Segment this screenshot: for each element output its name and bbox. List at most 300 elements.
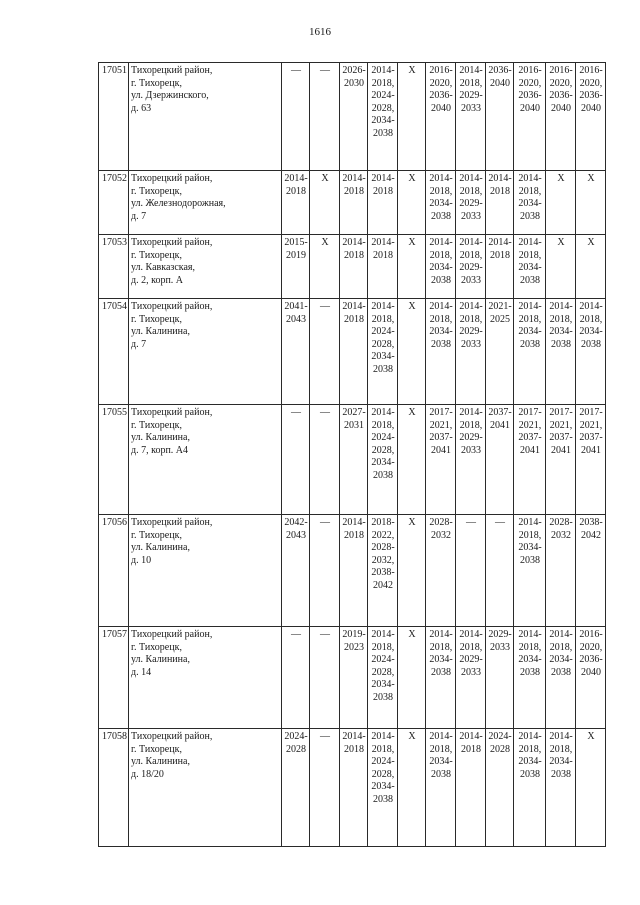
address-line: ул. Калинина, [131,432,190,443]
address-line: ул. Калинина, [131,326,190,337]
address-line: д. 2, корп. А [131,274,184,286]
period-cell [398,63,426,171]
period-cell [310,171,340,235]
period-cell [486,235,514,299]
period-line: 2014- [371,237,395,248]
period-cell [576,405,606,515]
period-line: 2037- [488,407,512,418]
period-line: 2017- [579,407,603,418]
period-line: 2018 [344,743,364,755]
period-line: 2018, [549,641,573,653]
period-line: 2034- [371,351,395,362]
address-line: ул. Калинина, [131,756,190,767]
period-line: 2034- [518,542,542,553]
period-line: X [408,65,416,76]
period-line: 2034- [371,115,395,126]
period-line: 2037- [549,432,573,443]
period-cell [282,171,310,235]
period-line: 2014- [518,517,542,528]
period-line: 2014- [429,301,453,312]
period-cell [576,729,606,847]
period-cell [398,729,426,847]
address-line: г. Тихорецк, [131,185,182,197]
period-line: 2034- [518,198,542,209]
row-id: 17052 [99,171,129,235]
period-cell [368,729,398,847]
period-cell [426,171,456,235]
table-row [99,235,606,299]
period-line: 2025 [490,313,510,325]
period-line: 2018 [461,743,481,755]
address-line: Тихорецкий район, [131,65,213,76]
period-line: 2021- [488,301,512,312]
period-line: 2014- [371,301,395,312]
period-line: 2014- [579,301,603,312]
period-line: 2033 [461,666,481,678]
period-line: 2038 [520,274,540,286]
period-cell [546,299,576,405]
period-line: 2031 [344,419,364,431]
period-cell [426,515,456,627]
table-row [99,405,606,515]
address-line: г. Тихорецк, [131,641,182,653]
period-line: 2034- [549,326,573,337]
period-line: 2026- [342,65,366,76]
period-line: 2022, [371,529,395,541]
period-line: 2042 [373,579,393,591]
period-line: 2036- [518,90,542,101]
period-cell [576,235,606,299]
period-cell [514,63,546,171]
period-cell [546,627,576,729]
period-line: 2038 [551,768,571,780]
period-cell [576,299,606,405]
period-line: 2018, [459,185,483,197]
period-line: 2016- [429,65,453,76]
period-line: 2016- [579,629,603,640]
period-cell [456,235,486,299]
period-cell [426,63,456,171]
period-line: 2033 [490,641,510,653]
period-line: — [320,517,330,528]
address-line: ул. Калинина, [131,542,190,553]
period-cell [576,627,606,729]
address-line: г. Тихорецк, [131,77,182,89]
period-line: 2034- [429,756,453,767]
period-line: 2029- [459,198,483,209]
period-cell [456,299,486,405]
period-cell [456,515,486,627]
period-cell [282,405,310,515]
period-cell [456,405,486,515]
period-line: 2038 [551,666,571,678]
period-cell [340,171,368,235]
period-line: 2016- [518,65,542,76]
period-line: 2014- [459,237,483,248]
period-line: 2018, [549,743,573,755]
period-line: — [466,517,476,528]
period-line: 2028, [371,666,395,678]
period-line: 2014- [371,173,395,184]
period-cell [310,299,340,405]
period-line: 2021, [549,419,573,431]
period-line: 2014- [371,629,395,640]
period-line: 2041 [551,444,571,456]
period-line: X [408,301,416,312]
period-line: 2014- [371,407,395,418]
period-line: 2018, [429,743,453,755]
period-cell [576,515,606,627]
period-line: X [557,237,565,248]
registry-body [99,63,606,847]
address-line: Тихорецкий район, [131,173,213,184]
period-line: 2033 [461,338,481,350]
period-line: 2018, [518,313,542,325]
period-line: 2016- [579,65,603,76]
period-line: 2034- [371,679,395,690]
period-line: 2018 [344,249,364,261]
period-line: X [408,173,416,184]
period-line: 2020, [429,77,453,89]
address-line: д. 63 [131,102,152,114]
period-line: 2034- [429,198,453,209]
period-line: 2018 [286,185,306,197]
period-cell [576,171,606,235]
period-line: 2040 [431,102,451,114]
period-line: 2018, [518,185,542,197]
period-line: 2014- [518,301,542,312]
period-cell [310,405,340,515]
period-cell [514,729,546,847]
period-line: 2028, [371,102,395,114]
period-line: 2042- [284,517,308,528]
period-line: 2038- [371,567,395,578]
period-cell [514,299,546,405]
table-row [99,729,606,847]
address-line: д. 10 [131,554,152,566]
table-row [99,627,606,729]
period-cell [368,515,398,627]
period-cell [486,63,514,171]
period-cell [426,299,456,405]
address-line: г. Тихорецк, [131,419,182,431]
period-cell [398,299,426,405]
period-line: 2034- [549,756,573,767]
address-line: ул. Калинина, [131,654,190,665]
period-line: — [320,65,330,76]
period-line: 2041 [581,444,601,456]
period-line: 2024- [371,654,395,665]
address-line: д. 14 [131,666,152,678]
period-line: 2018 [344,313,364,325]
address-line: д. 7 [131,338,147,350]
address-line: ул. Железнодорожная, [131,198,226,209]
period-cell [486,171,514,235]
period-cell [340,627,368,729]
period-line: 2024- [284,731,308,742]
period-line: 2038 [431,274,451,286]
period-line: X [408,629,416,640]
period-cell [310,515,340,627]
period-line: 2034- [371,781,395,792]
period-line: 2020, [549,77,573,89]
period-cell [426,627,456,729]
period-line: 2018, [459,419,483,431]
period-line: 2014- [518,237,542,248]
period-line: 2014- [518,173,542,184]
period-line: 2038 [431,768,451,780]
period-line: 2038 [551,338,571,350]
period-line: 2018, [429,313,453,325]
period-line: 2034- [518,262,542,273]
period-cell [456,729,486,847]
registry-table [98,62,606,847]
period-line: 2024- [371,326,395,337]
row-address [129,405,282,515]
table-row [99,515,606,627]
period-line: 2038 [431,338,451,350]
period-line: 2014- [429,237,453,248]
period-line: 2020, [579,77,603,89]
period-cell [310,235,340,299]
period-line: 2030 [344,77,364,89]
period-line: 2038- [579,517,603,528]
period-cell [426,235,456,299]
period-line: 2029- [459,90,483,101]
period-line: 2014- [459,731,483,742]
page-number: 1616 [309,26,331,38]
period-cell [282,515,310,627]
period-line: 2018 [490,185,510,197]
period-line: 2024- [488,731,512,742]
period-line: 2028, [371,338,395,350]
period-line: X [408,407,416,418]
period-line: X [408,731,416,742]
period-line: 2038 [373,127,393,139]
period-cell [486,299,514,405]
period-line: 2040 [581,666,601,678]
period-line: X [587,237,595,248]
period-cell [282,63,310,171]
period-line: 2018 [490,249,510,261]
period-line: 2014- [518,731,542,742]
period-line: 2018- [371,517,395,528]
row-id: 17056 [99,515,129,627]
period-line: X [587,173,595,184]
row-address [129,63,282,171]
period-cell [576,63,606,171]
period-cell [368,627,398,729]
period-cell [546,729,576,847]
period-line: 2033 [461,102,481,114]
period-line: 2014- [342,517,366,528]
period-cell [486,627,514,729]
period-line: 2028- [371,542,395,553]
period-cell [368,235,398,299]
period-line: 2028- [429,517,453,528]
period-line: 2014- [549,731,573,742]
period-line: 2014- [284,173,308,184]
row-id: 17057 [99,627,129,729]
period-line: 2027- [342,407,366,418]
period-line: 2034- [518,654,542,665]
period-line: 2014- [549,629,573,640]
period-line: 2028- [549,517,573,528]
period-line: 2018, [459,77,483,89]
period-line: 2024- [371,90,395,101]
period-line: — [320,731,330,742]
period-cell [514,171,546,235]
period-cell [368,63,398,171]
period-cell [486,729,514,847]
period-line: 2038 [520,338,540,350]
address-line: Тихорецкий район, [131,629,213,640]
period-cell [486,405,514,515]
period-line: 2034- [518,326,542,337]
period-line: 2038 [520,554,540,566]
period-cell [340,729,368,847]
period-line: 2014- [459,629,483,640]
period-line: 2029- [459,654,483,665]
period-cell [282,729,310,847]
period-line: 2014- [459,407,483,418]
address-line: д. 7 [131,210,147,222]
period-line: — [320,407,330,418]
period-line: 2018, [549,313,573,325]
period-line: 2024- [371,756,395,767]
period-line: 2017- [549,407,573,418]
period-line: 2038 [373,363,393,375]
period-cell [368,299,398,405]
period-line: 2034- [371,457,395,468]
period-line: 2033 [461,274,481,286]
row-address [129,515,282,627]
address-line: д. 7, корп. А4 [131,444,189,456]
period-line: 2018, [518,743,542,755]
period-line: — [320,629,330,640]
period-cell [486,515,514,627]
period-line: 2038 [373,793,393,805]
table-row [99,171,606,235]
row-address [129,299,282,405]
period-line: 2017- [518,407,542,418]
period-line: 2036- [488,65,512,76]
row-id: 17055 [99,405,129,515]
period-cell [546,171,576,235]
period-line: 2036- [579,90,603,101]
table-row [99,299,606,405]
row-id: 17051 [99,63,129,171]
period-line: 2014- [342,301,366,312]
address-line: Тихорецкий район, [131,237,213,248]
period-line: 2028, [371,768,395,780]
period-line: 2021, [579,419,603,431]
period-line: 2018, [459,313,483,325]
period-cell [368,405,398,515]
period-line: 2037- [429,432,453,443]
period-cell [398,235,426,299]
period-line: 2018, [371,419,395,431]
period-line: 2038 [373,691,393,703]
period-cell [310,729,340,847]
period-line: 2018, [371,641,395,653]
period-line: 2037- [518,432,542,443]
period-cell [340,63,368,171]
period-line: 2014- [371,731,395,742]
row-id: 17058 [99,729,129,847]
period-cell [456,171,486,235]
period-line: 2034- [429,326,453,337]
period-line: 2014- [488,237,512,248]
period-line: 2034- [549,654,573,665]
period-line: 2020, [518,77,542,89]
period-line: 2033 [461,210,481,222]
period-line: X [321,173,329,184]
address-line: Тихорецкий район, [131,407,213,418]
period-line: 2018 [344,185,364,197]
period-line: 2018, [371,743,395,755]
period-line: 2040 [490,77,510,89]
period-cell [368,171,398,235]
period-line: 2040 [520,102,540,114]
period-cell [310,627,340,729]
period-line: 2014- [488,173,512,184]
period-cell [546,63,576,171]
period-line: 2038 [581,338,601,350]
period-line: 2021, [429,419,453,431]
period-cell [282,627,310,729]
period-line: 2014- [429,629,453,640]
period-line: — [320,301,330,312]
period-line: — [495,517,505,528]
period-line: 2018, [518,641,542,653]
period-line: 2034- [429,654,453,665]
period-line: 2018 [373,185,393,197]
row-id: 17053 [99,235,129,299]
row-address [129,627,282,729]
period-line: 2014- [518,629,542,640]
period-line: 2024- [371,432,395,443]
period-cell [514,627,546,729]
period-line: 2040 [551,102,571,114]
period-line: 2034- [429,262,453,273]
period-line: 2028, [371,444,395,456]
row-address [129,235,282,299]
period-line: 2018, [518,249,542,261]
period-line: 2029- [459,326,483,337]
period-cell [514,235,546,299]
period-cell [340,299,368,405]
address-line: Тихорецкий район, [131,517,213,528]
row-id: 17054 [99,299,129,405]
period-cell [546,235,576,299]
period-line: 2014- [342,237,366,248]
period-line: 2018, [429,249,453,261]
address-line: г. Тихорецк, [131,249,182,261]
address-line: Тихорецкий район, [131,301,213,312]
period-line: X [408,517,416,528]
period-cell [282,235,310,299]
period-line: 2029- [488,629,512,640]
period-line: 2032 [551,529,571,541]
period-line: 2029- [459,262,483,273]
period-line: 2038 [431,210,451,222]
period-cell [310,63,340,171]
period-line: 2018, [579,313,603,325]
address-line: д. 18/20 [131,768,164,780]
address-line: г. Тихорецк, [131,743,182,755]
table-row [99,63,606,171]
